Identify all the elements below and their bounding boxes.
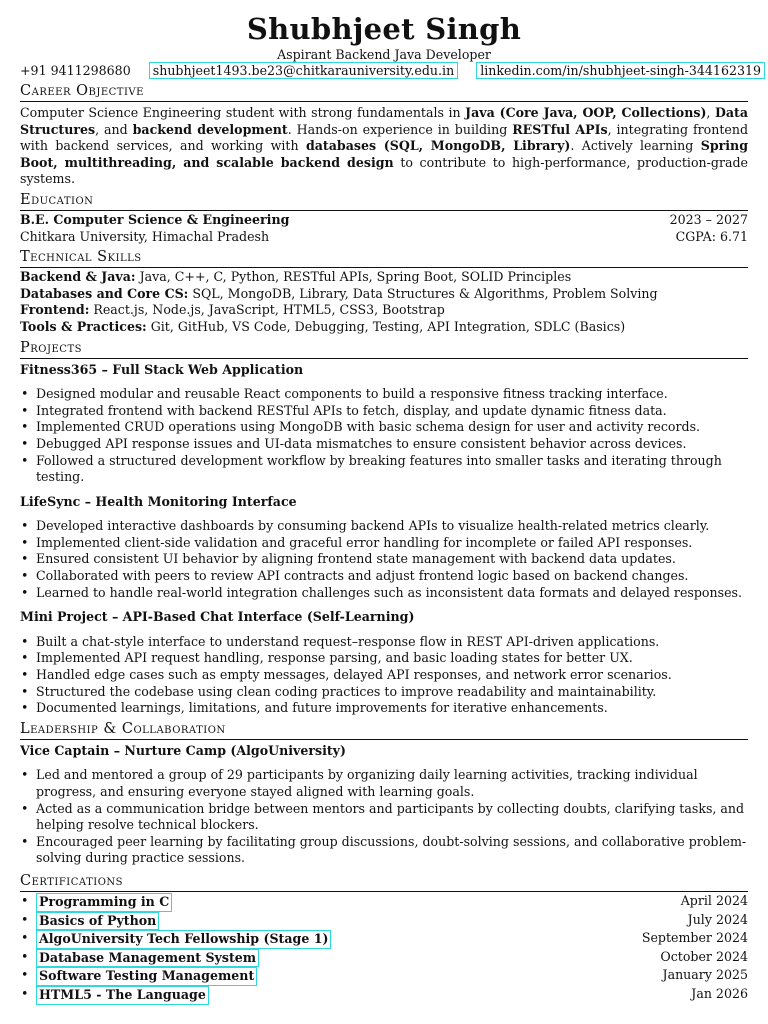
- list-item: • Developed interactive dashboards by consuming backend APIs to visualize health-related metrics clearly.: [20, 518, 748, 535]
- candidate-role: Aspirant Backend Java Developer: [277, 47, 491, 62]
- section-title-technical-skills: Technical Skills: [20, 249, 748, 268]
- certification-link[interactable]: • Software Testing Management: [36, 967, 257, 986]
- candidate-name: Shubhjeet Singh: [246, 12, 522, 46]
- leadership-bullets: [20, 767, 748, 867]
- certification-date: September 2024: [641, 930, 748, 946]
- certification-item: [20, 893, 748, 912]
- section-title-projects: Projects: [20, 340, 748, 359]
- phone-number: +91 9411298680: [20, 63, 131, 78]
- certification-item: [20, 986, 748, 1005]
- section-title-certifications: Certifications: [20, 873, 748, 892]
- section-title-leadership: Leadership & Collaboration: [20, 721, 748, 740]
- certification-item: [20, 930, 748, 949]
- certification-link[interactable]: • Programming in C: [36, 893, 172, 912]
- project-bullets: [20, 386, 748, 486]
- list-item: • Structured the codebase using clean coding practices to improve readability and maintainability.: [20, 684, 748, 701]
- list-item: • Implemented client-side validation and graceful error handling for incomplete or failed API responses.: [20, 535, 748, 552]
- skill-line: Tools & Practices: Git, GitHub, VS Code, Debugging, Testing, API Integration, SDLC (Basics): [20, 318, 626, 334]
- cgpa-value: CGPA: 6.71: [675, 228, 748, 244]
- certification-item: [20, 949, 748, 968]
- list-item: • Ensured consistent UI behavior by aligning frontend state management with backend data updates.: [20, 551, 748, 568]
- list-item: • Implemented CRUD operations using MongoDB with basic schema design for user and activity records.: [20, 419, 748, 436]
- project-title: LifeSync – Health Monitoring Interface: [20, 493, 297, 509]
- list-item: • Designed modular and reusable React components to build a responsive fitness tracking interface.: [20, 386, 748, 403]
- certification-link[interactable]: • Basics of Python: [36, 912, 159, 931]
- skill-line: Frontend: React.js, Node.js, JavaScript, HTML5, CSS3, Bootstrap: [20, 302, 445, 318]
- certification-list: [20, 893, 748, 1005]
- list-item: • Handled edge cases such as empty messages, delayed API responses, and network error scenarios.: [20, 667, 748, 684]
- skill-line: Databases and Core CS: SQL, MongoDB, Library, Data Structures & Algorithms, Problem Solving: [20, 285, 658, 301]
- list-item: • Collaborated with peers to review API contracts and adjust frontend logic based on backend changes.: [20, 568, 748, 585]
- certification-date: July 2024: [687, 911, 748, 927]
- career-objective-text: Computer Science Engineering student with strong fundamentals in Java (Core Java, OOP, Collections), Data Structures, and backend development. Hands-on experience in building RESTful APIs, integrating frontend with backend services, and working with databases (SQL, MongoDB, Library). Actively learning Spring Boot, multithreading, and scalable backend design to contribute to high-performance, production-grade systems.: [20, 105, 749, 187]
- leadership-role: Vice Captain – Nurture Camp (AlgoUniversity): [20, 742, 346, 758]
- project-title: Fitness365 – Full Stack Web Application: [20, 361, 304, 377]
- certification-item: [20, 912, 748, 931]
- list-item: • Encouraged peer learning by facilitating group discussions, doubt-solving sessions, and collaborative problem-solving during practice sessions.: [20, 834, 748, 867]
- list-item: • Implemented API request handling, response parsing, and basic loading states for better UX.: [20, 650, 748, 667]
- certification-date: January 2025: [662, 967, 748, 983]
- project-bullets: [20, 518, 748, 601]
- certification-link[interactable]: • HTML5 - The Language: [36, 986, 209, 1005]
- certification-date: Jan 2026: [691, 985, 748, 1001]
- degree-name: B.E. Computer Science & Engineering: [20, 211, 290, 227]
- list-item: • Debugged API response issues and UI-data mismatches to ensure consistent behavior across devices.: [20, 436, 748, 453]
- degree-years: 2023 – 2027: [669, 211, 748, 227]
- school-name: Chitkara University, Himachal Pradesh: [20, 228, 270, 244]
- skill-line: Backend & Java: Java, C++, C, Python, RESTful APIs, Spring Boot, SOLID Principles: [20, 269, 572, 285]
- certification-link[interactable]: • AlgoUniversity Tech Fellowship (Stage 1): [36, 930, 331, 949]
- list-item: • Documented learnings, limitations, and future improvements for iterative enhancements.: [20, 700, 748, 717]
- certification-link[interactable]: • Database Management System: [36, 949, 259, 968]
- section-title-education: Education: [20, 192, 748, 211]
- email-link[interactable]: shubhjeet1493.be23@chitkarauniversity.edu.in: [149, 62, 458, 79]
- linkedin-link[interactable]: linkedin.com/in/shubhjeet-singh-344162319: [476, 62, 765, 79]
- list-item: • Learned to handle real-world integration challenges such as inconsistent data formats and delayed responses.: [20, 585, 748, 602]
- list-item: • Followed a structured development workflow by breaking features into smaller tasks and iterating through testing.: [20, 453, 748, 486]
- list-item: • Acted as a communication bridge between mentors and participants by collecting doubts, clarifying tasks, and helping resolve technical blockers.: [20, 801, 748, 834]
- certification-date: October 2024: [660, 948, 748, 964]
- education-row: [20, 212, 748, 229]
- section-title-career-objective: Career Objective: [20, 83, 748, 102]
- project-bullets: [20, 634, 748, 717]
- project-title: Mini Project – API-Based Chat Interface (Self-Learning): [20, 609, 415, 625]
- certification-item: [20, 967, 748, 986]
- contact-line: [20, 63, 762, 79]
- education-row-2: [20, 229, 748, 246]
- list-item: • Led and mentored a group of 29 participants by organizing daily learning activities, tracking individual progress, and ensuring everyone stayed aligned with learning goals.: [20, 767, 748, 800]
- list-item: • Integrated frontend with backend RESTful APIs to fetch, display, and update dynamic fitness data.: [20, 403, 748, 420]
- certification-date: April 2024: [680, 892, 748, 908]
- list-item: • Built a chat-style interface to understand request–response flow in REST API-driven applications.: [20, 634, 748, 651]
